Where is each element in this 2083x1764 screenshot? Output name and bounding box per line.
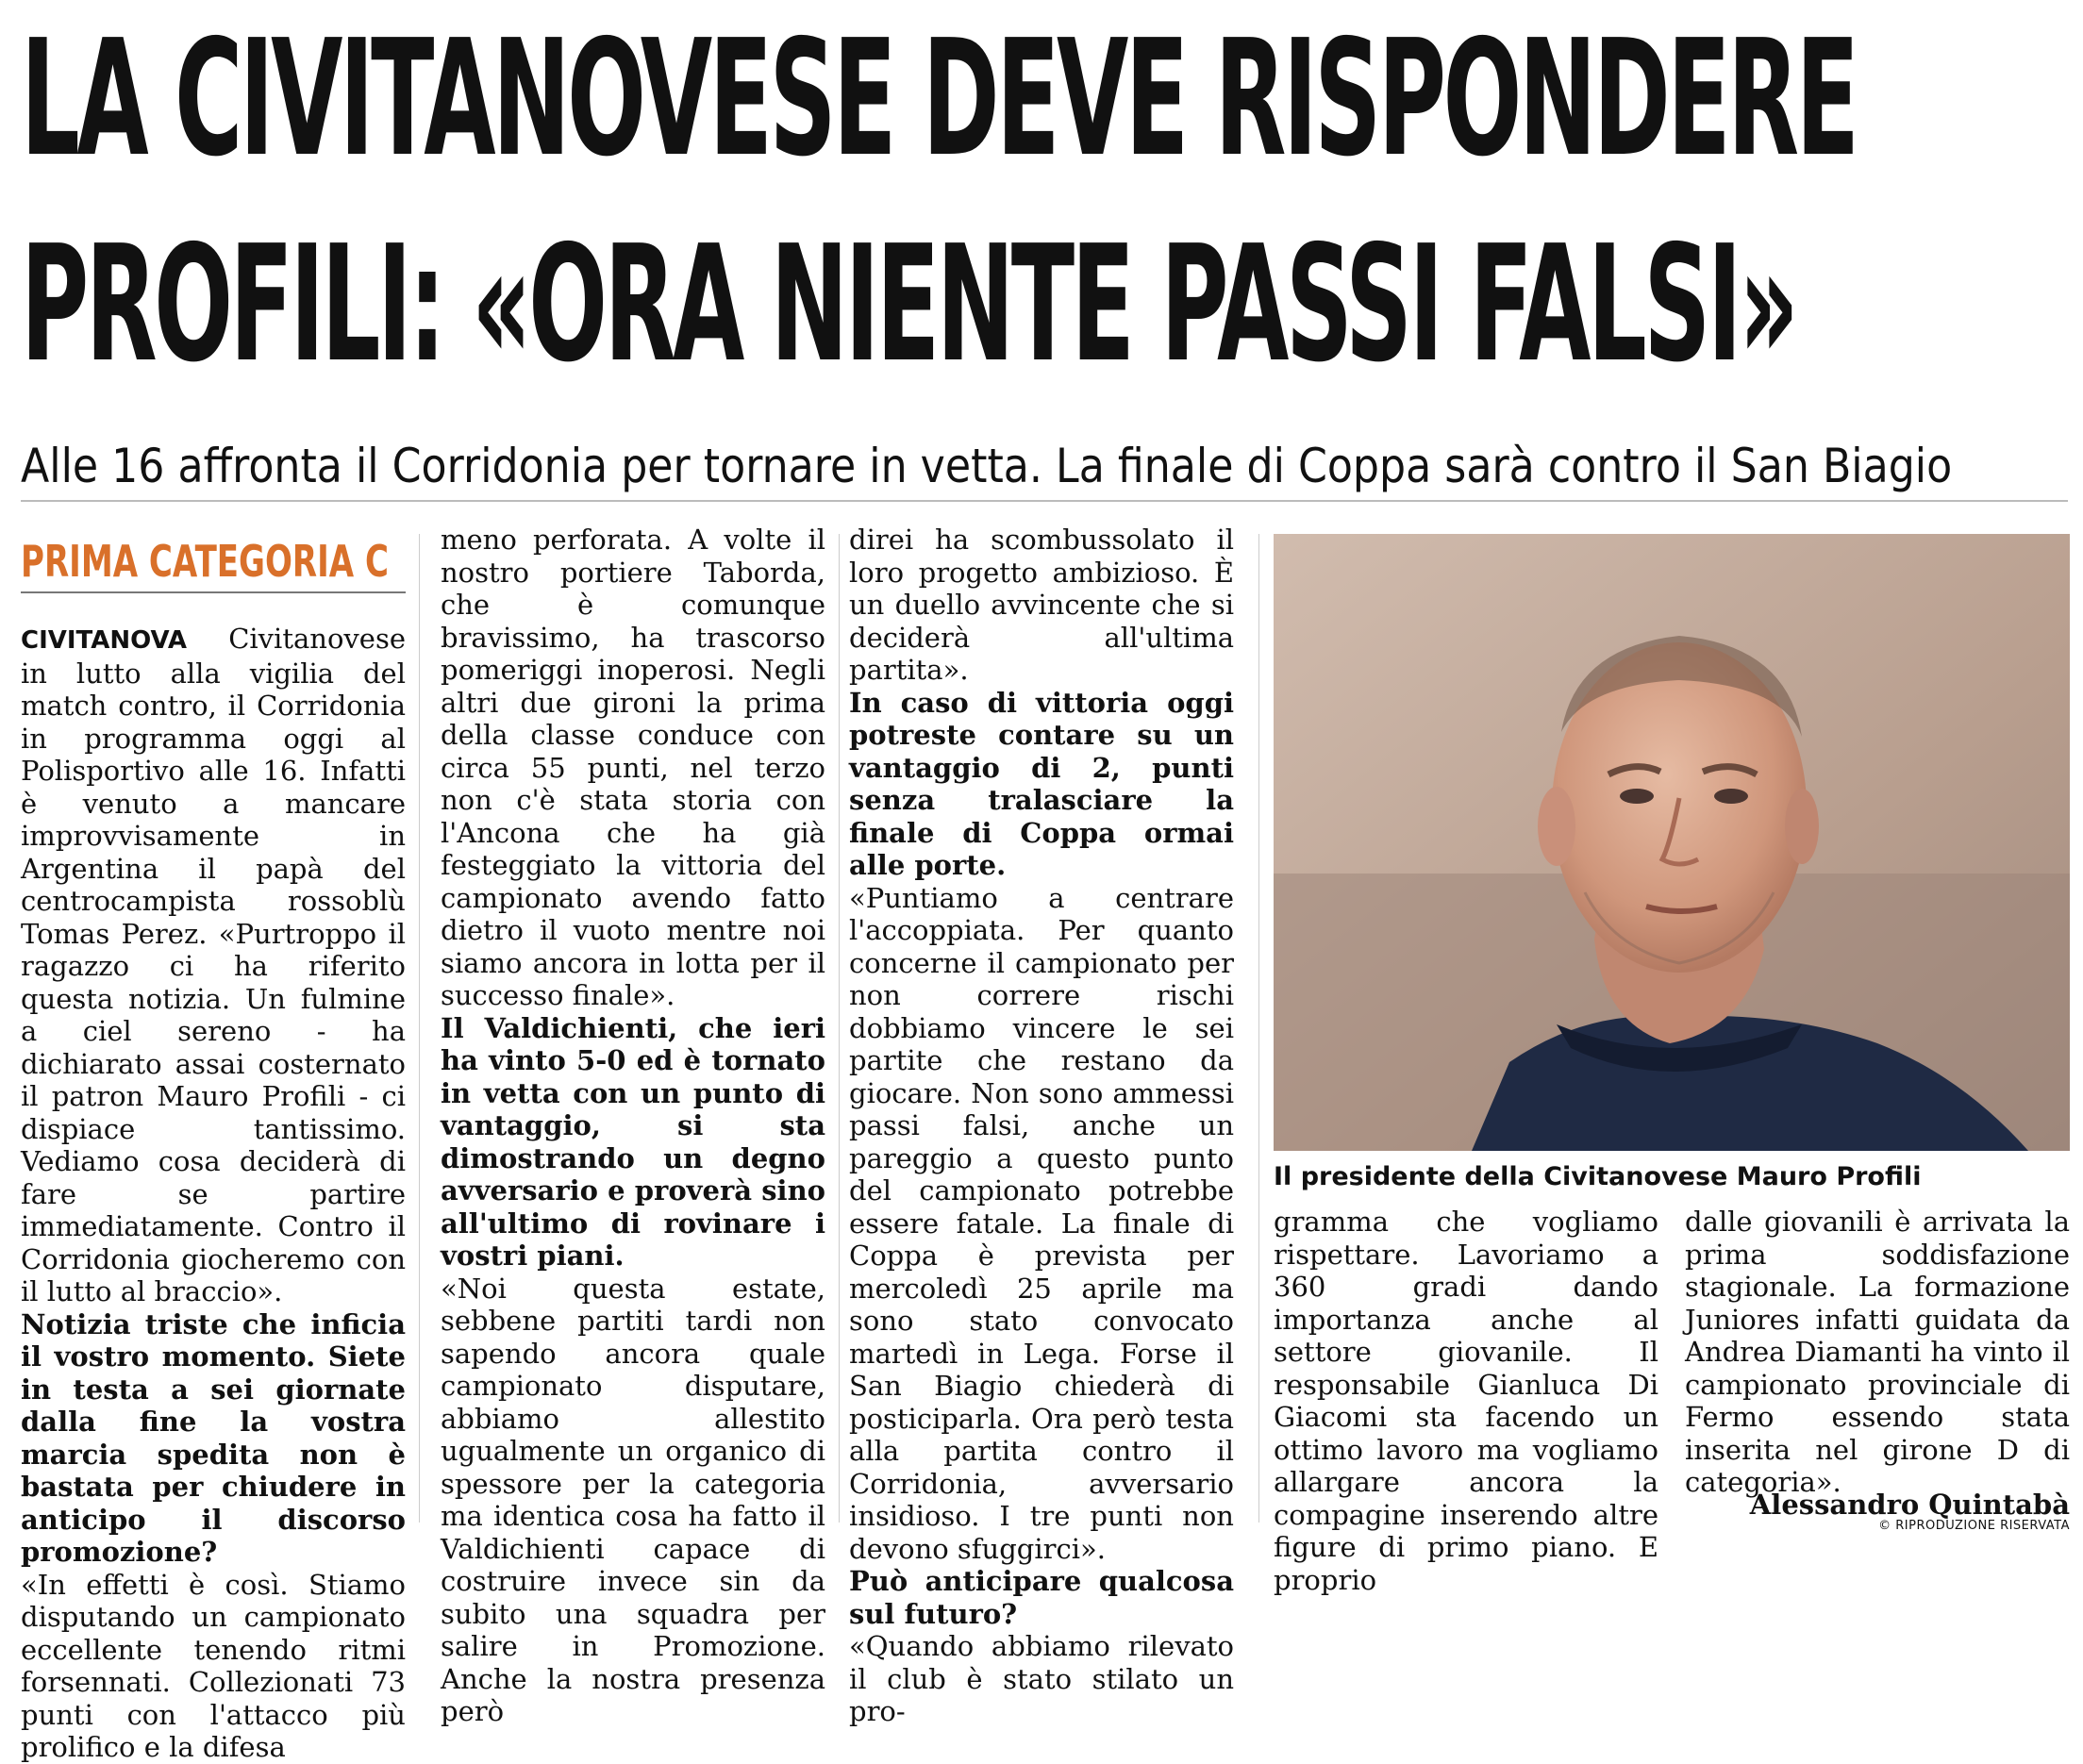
article-column-5: [1685, 1206, 2070, 1498]
photo-caption: Il presidente della Civitanovese Mauro Profili: [1274, 1162, 1922, 1191]
subtitle: Alle 16 affronta il Corridonia per tornare in vetta. La finale di Coppa sarà contro il San Biagio: [21, 439, 1953, 493]
dateline: CIVITANOVA: [21, 626, 188, 655]
headline-line-1: LA CIVITANOVESE DEVE RISPONDERE: [21, 6, 1857, 192]
paragraph: meno perforata. A volte il nostro portiere Taborda, che è comunque bravissimo, ha trascorso pomeriggi inoperosi. Negli altri due gironi la prima della classe conduce con circa 55 punti, nel terzo non c'è stata storia con l'Ancona che ha già festeggiato la vittoria del campionato avendo fatto dietro il vuoto mentre noi siamo ancora in lotta per il successo finale».: [441, 524, 825, 1011]
article-column-2: [441, 524, 825, 1727]
column-divider: [419, 534, 420, 1523]
subtitle-divider: [21, 500, 2068, 502]
paragraph: «Noi questa estate, sebbene partiti tardi non sapendo ancora quale campionato disputare, abbiamo allestito ugualmente un organico di spessore per la categoria ma identica cosa ha fatto il Valdichienti capace di costruire invece sin da subito una squadra per salire in Promozione. Anche la nostra presenza però: [441, 1272, 825, 1727]
headline-line-2: PROFILI: «ORA NIENTE PASSI FALSI»: [21, 211, 1796, 398]
paragraph: dalle giovanili è arrivata la prima soddisfazione stagionale. La formazione Juniores infatti guidata da Andrea Diamanti ha vinto il campionato provinciale di Fermo essendo stata inserita nel girone D di categoria».: [1685, 1206, 2070, 1498]
portrait-illustration: [1274, 534, 2070, 1151]
interview-question: Notizia triste che inficia il vostro momento. Siete in testa a sei giornate dalla fine la vostra marcia spedita non è bastata per chiudere in anticipo il discorso promozione?: [21, 1307, 406, 1568]
interview-question: In caso di vittoria oggi potreste contare su un vantaggio di 2, punti senza tralasciare la finale di Coppa ormai alle porte.: [849, 686, 1234, 881]
author-byline: Alessandro Quintabà: [1749, 1489, 2070, 1521]
paragraph: gramma che vogliamo rispettare. Lavoriamo a 360 gradi dando importanza anche al settore giovanile. Il responsabile Gianluca Di Giacomi sta facendo un ottimo lavoro ma vogliamo allargare ancora la compagine inserendo altre figure di primo piano. E proprio: [1274, 1206, 1658, 1596]
column-divider: [1258, 534, 1259, 1523]
paragraph: Civitanovese in lutto alla vigilia del match contro, il Corridonia in programma oggi al Polisportivo alle 16. Infatti è venuto a mancare improvvisamente in Argentina il papà del centrocampista rossoblù Tomas Perez. «Purtroppo il ragazzo ci ha riferito questa notizia. Un fulmine a ciel sereno - ha dichiarato assai costernato il patron Mauro Profili - ci dispiace tantissimo. Vediamo cosa deciderà di fare se partire immediatamente. Contro il Corridonia giocheremo con il lutto al braccio».: [21, 623, 406, 1307]
paragraph: «Quando abbiamo rilevato il club è stato stilato un pro-: [849, 1630, 1234, 1727]
copyright-notice: © RIPRODUZIONE RISERVATA: [1878, 1519, 2070, 1533]
interview-question: Il Valdichienti, che ieri ha vinto 5-0 ed è tornato in vetta con un punto di vantaggio, si sta dimostrando un degno avversario e proverà sino all'ultimo di rovinare i vostri piani.: [441, 1011, 825, 1272]
article-column-3: [849, 524, 1234, 1727]
interview-question: Può anticipare qualcosa sul futuro?: [849, 1565, 1234, 1630]
president-photo: [1274, 534, 2070, 1151]
section-label: PRIMA CATEGORIA C: [21, 536, 389, 587]
paragraph: «Puntiamo a centrare l'accoppiata. Per quanto concerne il campionato per non correre rischi dobbiamo vincere le sei partite che restano da giocare. Non sono ammessi passi falsi, anche un pareggio a questo punto del campionato potrebbe essere fatale. La finale di Coppa è prevista per mercoledì 25 aprile ma sono stato convocato martedì in Lega. Forse il San Biagio chiederà di posticiparla. Ora però testa alla partita contro il Corridonia, avversario insidioso. I tre punti non devono sfuggirci».: [849, 881, 1234, 1565]
column-divider: [839, 534, 840, 1523]
article-column-4: [1274, 1206, 1658, 1596]
section-underline: [21, 591, 406, 593]
article-column-1: [21, 623, 406, 1763]
paragraph: «In effetti è così. Stiamo disputando un campionato eccellente tenendo ritmi forsennati. Collezionati 73 punti con l'attacco più prolifico e la difesa: [21, 1568, 406, 1763]
paragraph: direi ha scombussolato il loro progetto ambizioso. È un duello avvincente che si deciderà all'ultima partita».: [849, 524, 1234, 686]
